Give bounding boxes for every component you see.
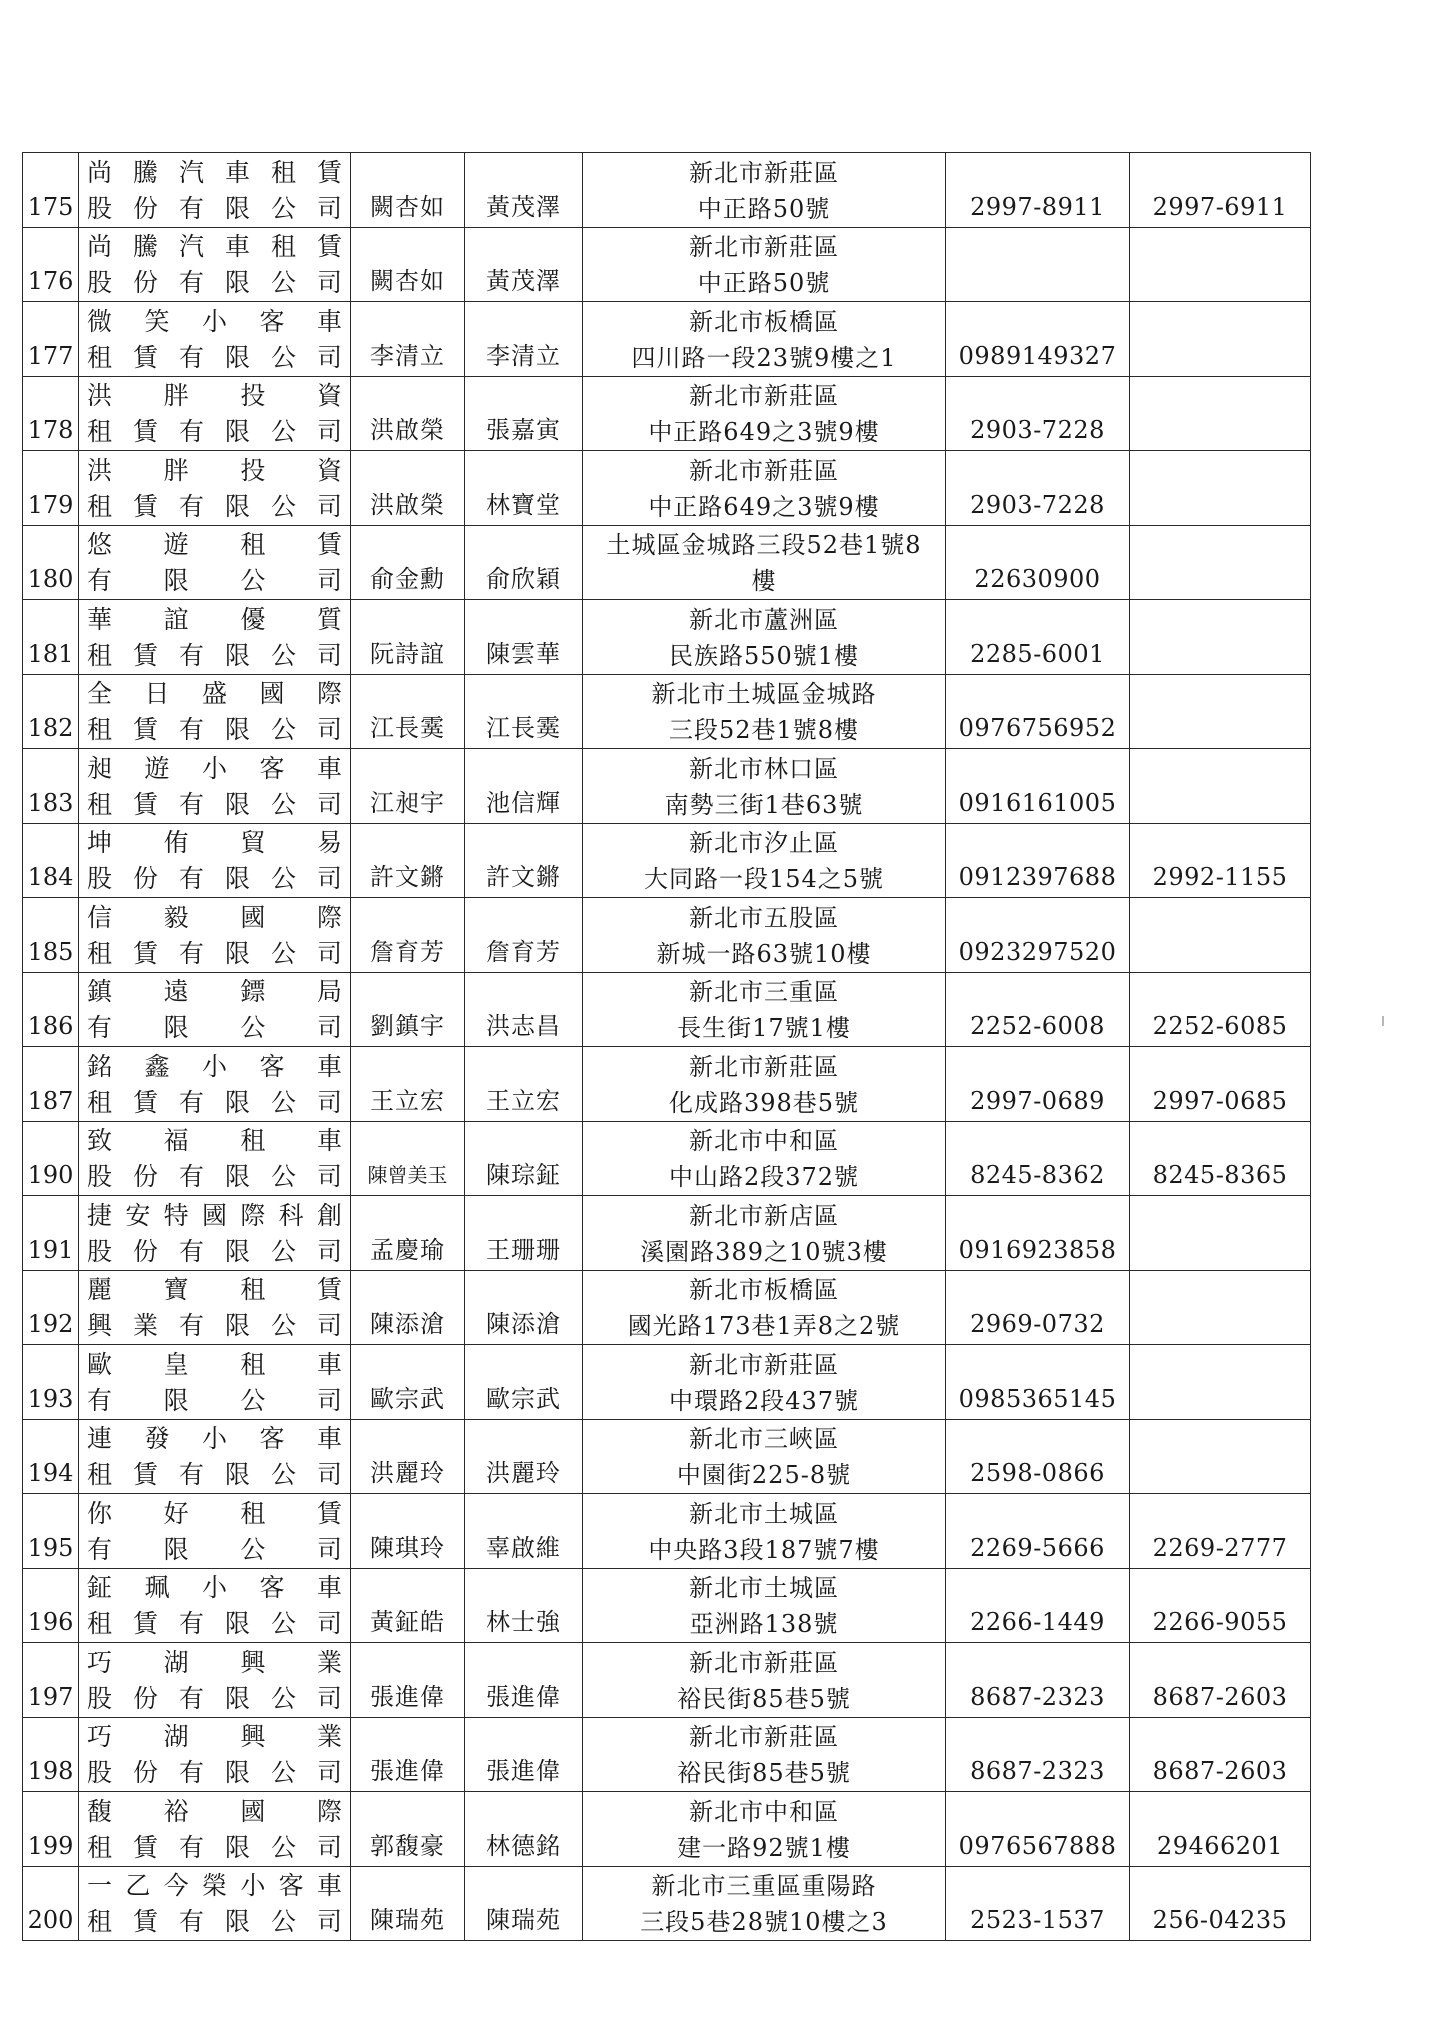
row-number: 187 [23,1047,79,1122]
address-line: 新北市中和區 [689,1127,839,1155]
company-name-line: 歐皇租車 [87,1349,344,1379]
representative-name: 洪啟榮 [351,451,465,526]
manager-name: 江長霙 [465,674,583,749]
company-address [583,823,946,898]
phone-number: 2285-6001 [946,600,1130,675]
scan-speck [1382,1016,1384,1026]
address-line: 新北市新店區 [689,1201,839,1230]
phone-number: 0976567888 [946,1792,1130,1867]
company-name [79,451,351,526]
address-line: 新北市新莊區 [689,233,839,261]
fax-number [1130,227,1311,302]
company-name-line: 股份有限公司 [87,864,344,893]
fax-number: 2997-6911 [1130,153,1311,228]
table-row [23,1196,1311,1271]
phone-number: 2269-5666 [946,1494,1130,1569]
company-name-line: 馥裕國際 [87,1796,344,1826]
phone-number: 2969-0732 [946,1270,1130,1345]
address-line: 四川路一段23號9樓之1 [631,343,897,372]
phone-number: 2266-1449 [946,1568,1130,1643]
representative-name: 陳曾美玉 [351,1121,465,1196]
representative-name: 江長霙 [351,674,465,749]
representative-name: 王立宏 [351,1047,465,1122]
manager-name: 洪志昌 [465,972,583,1047]
company-name-line: 租賃有限公司 [87,938,344,968]
row-number: 195 [23,1494,79,1569]
company-name-line: 悠遊租賃 [87,530,344,559]
fax-number: 8687-2603 [1130,1717,1311,1792]
fax-number: 2266-9055 [1130,1568,1311,1643]
company-address [583,376,946,451]
phone-number: 0976756952 [946,674,1130,749]
phone-number: 2997-0689 [946,1047,1130,1122]
company-address [583,153,946,228]
company-name [79,1643,351,1718]
representative-name: 張進偉 [351,1643,465,1718]
address-line: 大同路一段154之5號 [643,865,885,893]
company-name [79,227,351,302]
company-address [583,674,946,749]
address-line: 三段52巷1號8樓 [668,716,860,744]
address-line: 新北市土城區 [689,1499,839,1528]
phone-number: 2252-6008 [946,972,1130,1047]
company-name-line: 有限公司 [87,1013,344,1042]
company-name [79,972,351,1047]
company-address [583,1866,946,1941]
company-name [79,1866,351,1941]
company-name-line: 股份有限公司 [87,268,344,297]
address-line: 新北市五股區 [689,903,839,932]
phone-number: 0923297520 [946,898,1130,973]
company-name-line: 租賃有限公司 [87,417,344,446]
manager-name: 許文鏘 [465,823,583,898]
address-line: 南勢三街1巷63號 [664,790,864,819]
row-number: 183 [23,749,79,824]
company-address [583,1792,946,1867]
company-name [79,600,351,675]
company-address [583,749,946,824]
company-name-line: 鎮遠鏢局 [87,977,344,1006]
row-number: 181 [23,600,79,675]
manager-name: 詹育芳 [465,898,583,973]
representative-name: 劉鎮宇 [351,972,465,1047]
company-name-line: 租賃有限公司 [87,1832,344,1862]
phone-number: 8245-8362 [946,1121,1130,1196]
address-line: 新北市林口區 [689,754,839,783]
company-address [583,1643,946,1718]
row-number: 184 [23,823,79,898]
company-name-line: 租賃有限公司 [87,715,344,744]
address-line: 溪園路389之10號3樓 [640,1237,888,1266]
table-row [23,749,1311,824]
address-line: 新北市新莊區 [689,382,839,410]
row-number: 178 [23,376,79,451]
company-address [583,1047,946,1122]
manager-name: 張進偉 [465,1717,583,1792]
address-line: 中正路649之3號9樓 [648,418,880,446]
company-name-line: 銘鑫小客車 [87,1051,344,1081]
address-line: 新北市汐止區 [689,829,839,857]
address-line: 新北市新莊區 [689,158,839,187]
company-address [583,1419,946,1494]
table-row [23,227,1311,302]
table-row [23,600,1311,675]
fax-number: 2992-1155 [1130,823,1311,898]
table-row [23,302,1311,377]
fax-number [1130,525,1311,600]
row-number: 175 [23,153,79,228]
company-name-line: 租賃有限公司 [87,342,344,372]
representative-name: 闕杏如 [351,227,465,302]
phone-number: 2997-8911 [946,153,1130,228]
address-line: 新北市三重區重陽路 [651,1872,877,1900]
company-name-line: 租賃有限公司 [87,1907,344,1936]
phone-number: 2903-7228 [946,451,1130,526]
company-address [583,1121,946,1196]
row-number: 200 [23,1866,79,1941]
fax-number [1130,1345,1311,1420]
manager-name: 陳瑞苑 [465,1866,583,1941]
phone-number [946,227,1130,302]
fax-number [1130,302,1311,377]
representative-name: 李清立 [351,302,465,377]
row-number: 191 [23,1196,79,1271]
address-line: 建一路92號1樓 [677,1833,851,1862]
company-name [79,1121,351,1196]
company-name [79,525,351,600]
representative-name: 歐宗武 [351,1345,465,1420]
address-line: 新北市新莊區 [689,1648,839,1677]
fax-number [1130,1270,1311,1345]
representative-name: 洪啟榮 [351,376,465,451]
company-name-line: 鉦珮小客車 [87,1573,344,1602]
row-number: 182 [23,674,79,749]
company-name-line: 致福租車 [87,1126,344,1155]
phone-number: 8687-2323 [946,1643,1130,1718]
company-name-line: 巧湖興業 [87,1647,344,1677]
row-number: 179 [23,451,79,526]
company-name-line: 股份有限公司 [87,1162,344,1191]
company-name [79,153,351,228]
address-line: 國光路173巷1弄8之2號 [627,1312,901,1340]
company-name [79,376,351,451]
representative-name: 洪麗玲 [351,1419,465,1494]
row-number: 185 [23,898,79,973]
address-line: 樓 [751,567,777,595]
manager-name: 林寶堂 [465,451,583,526]
address-line: 民族路550號1樓 [668,641,860,670]
representative-name: 阮詩誼 [351,600,465,675]
company-name-line: 捷安特國際科創 [87,1200,344,1230]
company-name-line: 洪胖投資 [87,381,344,410]
fax-number [1130,600,1311,675]
table-row [23,1717,1311,1792]
company-name [79,1270,351,1345]
company-address [583,1345,946,1420]
company-name-line: 尚騰汽車租賃 [87,157,344,187]
phone-number: 0916161005 [946,749,1130,824]
table-row [23,898,1311,973]
address-line: 中央路3段187號7樓 [648,1535,880,1564]
address-line: 新城一路63號10樓 [656,939,872,968]
address-line: 新北市土城區 [689,1574,839,1602]
manager-name: 林士強 [465,1568,583,1643]
manager-name: 王珊珊 [465,1196,583,1271]
company-name-line: 租賃有限公司 [87,1087,344,1117]
table-row [23,1270,1311,1345]
company-address [583,302,946,377]
table-row [23,1419,1311,1494]
rental-company-table [22,152,1311,1941]
table-row [23,1568,1311,1643]
representative-name: 詹育芳 [351,898,465,973]
company-name-line: 巧湖興業 [87,1722,344,1751]
manager-name: 歐宗武 [465,1345,583,1420]
manager-name: 陳琮鉦 [465,1121,583,1196]
company-name-line: 興業有限公司 [87,1311,344,1340]
phone-number: 0985365145 [946,1345,1130,1420]
company-name-line: 信毅國際 [87,902,344,932]
company-name-line: 租賃有限公司 [87,789,344,819]
row-number: 190 [23,1121,79,1196]
manager-name: 張嘉寅 [465,376,583,451]
company-name [79,1494,351,1569]
company-address [583,1270,946,1345]
company-name [79,1047,351,1122]
company-name-line: 股份有限公司 [87,1758,344,1787]
manager-name: 李清立 [465,302,583,377]
company-name-line: 有限公司 [87,1385,344,1415]
company-address [583,525,946,600]
manager-name: 黃茂澤 [465,227,583,302]
fax-number: 8687-2603 [1130,1643,1311,1718]
row-number: 194 [23,1419,79,1494]
address-line: 化成路398巷5號 [668,1088,860,1117]
phone-number: 22630900 [946,525,1130,600]
table-row [23,525,1311,600]
manager-name: 池信輝 [465,749,583,824]
company-name-line: 你好租賃 [87,1498,344,1528]
address-line: 新北市新莊區 [689,1052,839,1081]
phone-number: 0989149327 [946,302,1130,377]
manager-name: 王立宏 [465,1047,583,1122]
address-line: 裕民街85巷5號 [677,1684,851,1713]
manager-name: 辜啟維 [465,1494,583,1569]
representative-name: 黃鉦皓 [351,1568,465,1643]
table-row [23,1121,1311,1196]
address-line: 新北市板橋區 [689,1276,839,1304]
company-name-line: 租賃有限公司 [87,1609,344,1638]
representative-name: 陳琪玲 [351,1494,465,1569]
table-row [23,1494,1311,1569]
fax-number: 2997-0685 [1130,1047,1311,1122]
address-line: 新北市土城區金城路 [651,680,877,708]
address-line: 新北市新莊區 [689,456,839,485]
fax-number [1130,451,1311,526]
company-name [79,823,351,898]
representative-name: 許文鏘 [351,823,465,898]
table-row [23,1866,1311,1941]
address-line: 新北市板橋區 [689,307,839,336]
company-name-line: 一乙今榮小客車 [87,1871,344,1900]
row-number: 199 [23,1792,79,1867]
fax-number [1130,898,1311,973]
company-name-line: 全日盛國際 [87,679,344,708]
fax-number: 8245-8365 [1130,1121,1311,1196]
row-number: 180 [23,525,79,600]
phone-number: 2523-1537 [946,1866,1130,1941]
phone-number: 2598-0866 [946,1419,1130,1494]
table-row [23,823,1311,898]
table-row [23,972,1311,1047]
row-number: 198 [23,1717,79,1792]
address-line: 新北市新莊區 [689,1350,839,1379]
table-row [23,153,1311,228]
manager-name: 洪麗玲 [465,1419,583,1494]
company-name [79,1792,351,1867]
company-name [79,302,351,377]
table-row [23,1792,1311,1867]
representative-name: 江昶宇 [351,749,465,824]
address-line: 亞洲路138號 [689,1610,839,1638]
address-line: 三段5巷28號10樓之3 [640,1908,888,1936]
company-name [79,1345,351,1420]
company-address [583,451,946,526]
fax-number [1130,674,1311,749]
company-name-line: 麗寶租賃 [87,1275,344,1304]
row-number: 177 [23,302,79,377]
address-line: 中環路2段437號 [668,1386,860,1415]
table-row [23,1047,1311,1122]
roster-sheet [22,152,1310,1941]
company-address [583,1717,946,1792]
company-name-line: 坤侑貿易 [87,828,344,857]
fax-number: 29466201 [1130,1792,1311,1867]
company-name-line: 連發小客車 [87,1424,344,1453]
manager-name: 林德銘 [465,1792,583,1867]
table-row [23,451,1311,526]
address-line: 中正路50號 [697,269,831,297]
company-name-line: 有限公司 [87,566,344,595]
company-address [583,1196,946,1271]
company-address [583,1494,946,1569]
fax-number: 2269-2777 [1130,1494,1311,1569]
row-number: 197 [23,1643,79,1718]
table-row [23,674,1311,749]
representative-name: 孟慶瑜 [351,1196,465,1271]
representative-name: 陳添滄 [351,1270,465,1345]
row-number: 193 [23,1345,79,1420]
row-number: 196 [23,1568,79,1643]
table-row [23,376,1311,451]
phone-number: 8687-2323 [946,1717,1130,1792]
address-line: 新北市中和區 [689,1797,839,1826]
representative-name: 張進偉 [351,1717,465,1792]
fax-number [1130,376,1311,451]
company-name-line: 有限公司 [87,1534,344,1564]
company-name [79,1419,351,1494]
row-number: 192 [23,1270,79,1345]
address-line: 土城區金城路三段52巷1號8 [606,531,922,559]
fax-number [1130,749,1311,824]
representative-name: 郭馥豪 [351,1792,465,1867]
representative-name: 俞金勳 [351,525,465,600]
manager-name: 陳雲華 [465,600,583,675]
company-address [583,898,946,973]
manager-name: 陳添滄 [465,1270,583,1345]
address-line: 新北市新莊區 [689,1723,839,1751]
company-address [583,600,946,675]
address-line: 中山路2段372號 [668,1163,860,1191]
company-name-line: 租賃有限公司 [87,640,344,670]
company-name-line: 租賃有限公司 [87,1460,344,1489]
phone-number: 2903-7228 [946,376,1130,451]
company-name-line: 華誼優質 [87,604,344,634]
company-name [79,674,351,749]
company-name [79,898,351,973]
company-name-line: 昶遊小客車 [87,753,344,783]
table-row [23,1345,1311,1420]
address-line: 中正路649之3號9樓 [648,492,880,521]
row-number: 186 [23,972,79,1047]
company-name-line: 股份有限公司 [87,1683,344,1713]
fax-number: 256-04235 [1130,1866,1311,1941]
address-line: 中正路50號 [697,194,831,223]
manager-name: 張進偉 [465,1643,583,1718]
fax-number [1130,1419,1311,1494]
company-address [583,1568,946,1643]
address-line: 中園街225-8號 [676,1461,852,1489]
phone-number: 0916923858 [946,1196,1130,1271]
company-name-line: 租賃有限公司 [87,491,344,521]
company-name-line: 洪胖投資 [87,455,344,485]
company-name [79,1196,351,1271]
representative-name: 陳瑞苑 [351,1866,465,1941]
address-line: 新北市蘆洲區 [689,605,839,634]
phone-number: 0912397688 [946,823,1130,898]
company-name [79,1568,351,1643]
row-number: 176 [23,227,79,302]
address-line: 裕民街85巷5號 [677,1759,851,1787]
fax-number [1130,1196,1311,1271]
company-name-line: 尚騰汽車租賃 [87,232,344,261]
company-name-line: 股份有限公司 [87,1236,344,1266]
address-line: 長生街17號1樓 [677,1014,851,1042]
table-row [23,1643,1311,1718]
company-address [583,227,946,302]
company-name [79,749,351,824]
manager-name: 俞欣穎 [465,525,583,600]
company-name-line: 股份有限公司 [87,193,344,223]
representative-name: 闕杏如 [351,153,465,228]
address-line: 新北市三重區 [689,978,839,1006]
manager-name: 黃茂澤 [465,153,583,228]
company-address [583,972,946,1047]
company-name [79,1717,351,1792]
fax-number: 2252-6085 [1130,972,1311,1047]
company-name-line: 微笑小客車 [87,306,344,336]
address-line: 新北市三峽區 [689,1425,839,1453]
table-body [23,153,1311,1941]
